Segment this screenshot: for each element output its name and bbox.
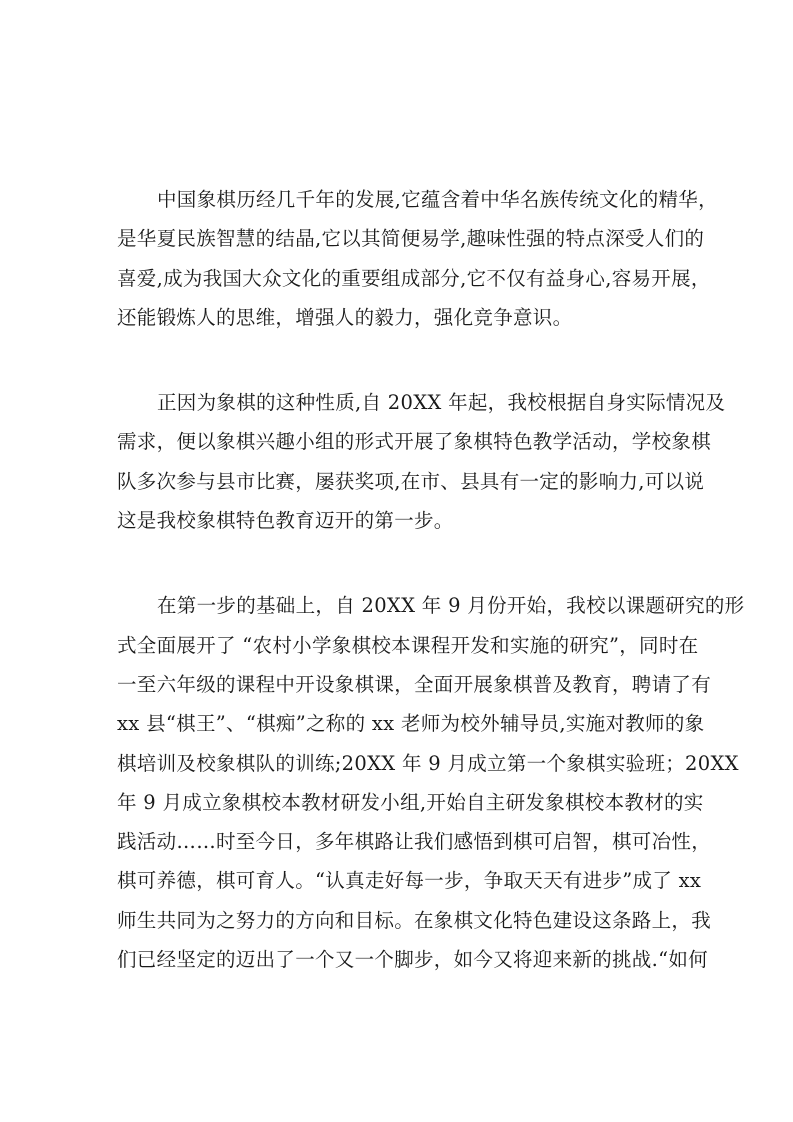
paragraph-1 [117, 180, 718, 337]
text-line: 是华夏民族智慧的结晶,它以其简便易学,趣味性强的特点深受人们的 [117, 227, 705, 251]
text-line: 在第一步的基础上，自 20XX 年 9 月份开始，我校以课题研究的形 [157, 594, 745, 618]
text-line: 一至六年级的课程中开设象棋课，全面开展象棋普及教育，聘请了有 [117, 672, 712, 696]
text-line: 棋培训及校象棋队的训练;20XX 年 9 月成立第一个象棋实验班；20XX [117, 751, 739, 775]
text-line: 中国象棋历经几千年的发展,它蕴含着中华名族传统文化的精华， [157, 188, 718, 211]
text-line: 需求，便以象棋兴趣小组的形式开展了象棋特色教学活动，学校象棋 [117, 430, 712, 454]
document-page [117, 180, 745, 979]
text-line: 还能锻炼人的思维，增强人的毅力，强化竞争意识。 [117, 305, 573, 329]
text-line: 践活动……时至今日，多年棋路让我们感悟到棋可启智，棋可冶性， [117, 830, 712, 854]
text-line: 这是我校象棋特色教育迈开的第一步。 [117, 509, 454, 533]
text-line: 队多次参与县市比赛，屡获奖项,在市、县具有一定的影响力,可以说 [117, 469, 705, 493]
text-line: 们已经坚定的迈出了一个又一个脚步，如今又将迎来新的挑战.“如何 [117, 948, 708, 972]
paragraph-3 [117, 586, 745, 979]
text-line: 师生共同为之努力的方向和目标。在象棋文化特色建设这条路上，我 [117, 908, 712, 932]
text-line: 喜爱,成为我国大众文化的重要组成部分,它不仅有益身心,容易开展， [117, 266, 711, 290]
text-line: xx 县“棋王”、“棋痴”之称的 xx 老师为校外辅导员,实施对教师的象 [117, 712, 705, 736]
text-line: 正因为象棋的这种性质,自 20XX 年起，我校根据自身实际情况及 [157, 391, 726, 415]
text-line: 棋可养德，棋可育人。“认真走好每一步，争取天天有进步”成了 xx [117, 869, 702, 893]
text-line: 式全面展开了 “农村小学象棋校本课程开发和实施的研究”，同时在 [117, 633, 699, 657]
paragraph-2 [117, 383, 726, 540]
text-line: 年 9 月成立象棋校本教材研发小组,开始自主研发象棋校本教材的实 [117, 790, 704, 814]
